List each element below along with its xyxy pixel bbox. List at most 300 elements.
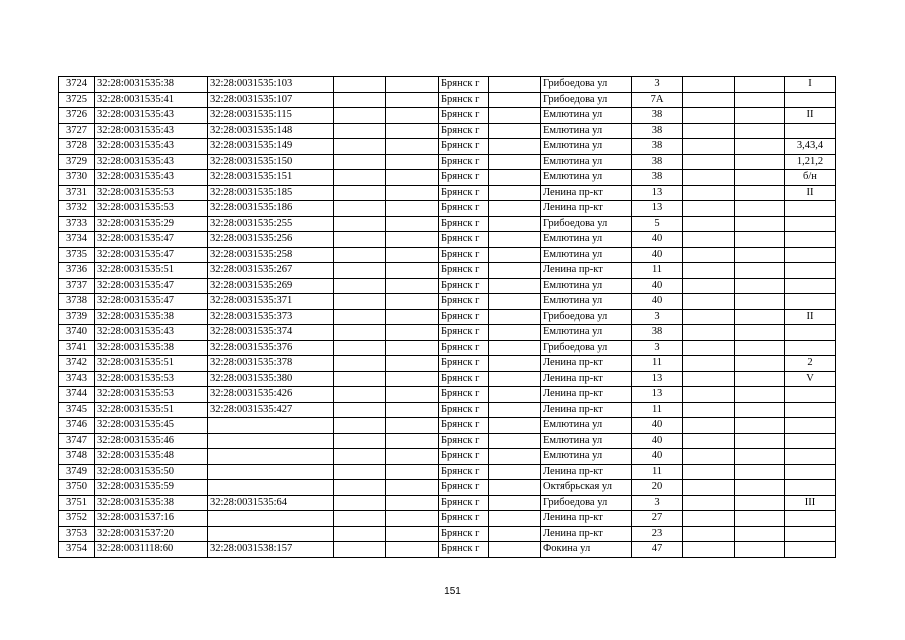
cell-house-number: 7А	[632, 92, 683, 108]
table-row	[59, 278, 836, 294]
cell-empty-col-10	[683, 92, 735, 108]
cell-city: Брянск г	[439, 526, 489, 542]
cell-empty-col-4	[334, 263, 386, 279]
cell-empty-col-7	[489, 418, 541, 434]
cell-premises-number	[785, 542, 836, 558]
cell-empty-col-7	[489, 185, 541, 201]
cell-city: Брянск г	[439, 92, 489, 108]
cell-city: Брянск г	[439, 123, 489, 139]
cell-cadastral-number-object: 32:28:0031535:376	[208, 340, 334, 356]
cell-cadastral-number-object	[208, 511, 334, 527]
cell-street: Ленина пр-кт	[541, 185, 632, 201]
cell-row-number: 3729	[59, 154, 95, 170]
cell-cadastral-number-land: 32:28:0031535:51	[95, 356, 208, 372]
cell-street: Грибоедова ул	[541, 216, 632, 232]
cell-cadastral-number-object: 32:28:0031535:186	[208, 201, 334, 217]
cell-house-number: 13	[632, 185, 683, 201]
cell-empty-col-7	[489, 216, 541, 232]
table-row	[59, 263, 836, 279]
cell-premises-number	[785, 464, 836, 480]
cell-empty-col-7	[489, 170, 541, 186]
cell-empty-col-5	[386, 542, 439, 558]
cell-premises-number: II	[785, 309, 836, 325]
cell-empty-col-4	[334, 185, 386, 201]
cell-cadastral-number-land: 32:28:0031535:47	[95, 247, 208, 263]
table-row	[59, 480, 836, 496]
cell-street: Емлютина ул	[541, 278, 632, 294]
cell-row-number: 3734	[59, 232, 95, 248]
cell-empty-col-7	[489, 263, 541, 279]
cell-street: Емлютина ул	[541, 232, 632, 248]
cell-street: Емлютина ул	[541, 154, 632, 170]
cell-street: Ленина пр-кт	[541, 387, 632, 403]
cell-cadastral-number-land: 32:28:0031535:45	[95, 418, 208, 434]
cell-empty-col-5	[386, 92, 439, 108]
cell-row-number: 3748	[59, 449, 95, 465]
cell-premises-number	[785, 325, 836, 341]
cell-empty-col-11	[735, 216, 785, 232]
cell-cadastral-number-object: 32:28:0031535:374	[208, 325, 334, 341]
cell-empty-col-4	[334, 170, 386, 186]
cell-cadastral-number-object: 32:28:0031538:157	[208, 542, 334, 558]
cell-street: Грибоедова ул	[541, 92, 632, 108]
cell-empty-col-10	[683, 294, 735, 310]
cell-empty-col-11	[735, 247, 785, 263]
cell-cadastral-number-land: 32:28:0031535:43	[95, 123, 208, 139]
cell-empty-col-4	[334, 464, 386, 480]
cell-empty-col-10	[683, 309, 735, 325]
cell-house-number: 11	[632, 464, 683, 480]
cell-empty-col-5	[386, 402, 439, 418]
cell-empty-col-7	[489, 309, 541, 325]
cell-empty-col-10	[683, 139, 735, 155]
cell-empty-col-7	[489, 123, 541, 139]
cell-house-number: 23	[632, 526, 683, 542]
cell-city: Брянск г	[439, 201, 489, 217]
cell-empty-col-7	[489, 247, 541, 263]
cell-premises-number	[785, 340, 836, 356]
cell-empty-col-7	[489, 371, 541, 387]
cell-street: Ленина пр-кт	[541, 402, 632, 418]
cell-cadastral-number-object: 32:28:0031535:64	[208, 495, 334, 511]
cell-empty-col-11	[735, 77, 785, 93]
cell-cadastral-number-object: 32:28:0031535:258	[208, 247, 334, 263]
table-row	[59, 154, 836, 170]
cell-city: Брянск г	[439, 371, 489, 387]
cell-premises-number	[785, 216, 836, 232]
table-row	[59, 170, 836, 186]
cell-house-number: 5	[632, 216, 683, 232]
cell-empty-col-7	[489, 433, 541, 449]
cell-cadastral-number-object: 32:28:0031535:151	[208, 170, 334, 186]
cell-cadastral-number-land: 32:28:0031535:29	[95, 216, 208, 232]
cell-empty-col-11	[735, 387, 785, 403]
cell-street: Грибоедова ул	[541, 495, 632, 511]
cell-cadastral-number-object: 32:28:0031535:185	[208, 185, 334, 201]
cell-empty-col-4	[334, 278, 386, 294]
cell-empty-col-5	[386, 309, 439, 325]
cell-house-number: 11	[632, 263, 683, 279]
cell-row-number: 3744	[59, 387, 95, 403]
cell-row-number: 3750	[59, 480, 95, 496]
cell-empty-col-7	[489, 480, 541, 496]
cell-empty-col-4	[334, 123, 386, 139]
table-row	[59, 325, 836, 341]
table-row	[59, 232, 836, 248]
cell-empty-col-5	[386, 170, 439, 186]
cell-empty-col-7	[489, 387, 541, 403]
cell-city: Брянск г	[439, 108, 489, 124]
cell-row-number: 3727	[59, 123, 95, 139]
cell-empty-col-4	[334, 480, 386, 496]
cell-row-number: 3728	[59, 139, 95, 155]
cell-empty-col-7	[489, 511, 541, 527]
cell-cadastral-number-object: 32:28:0031535:150	[208, 154, 334, 170]
cell-empty-col-11	[735, 170, 785, 186]
cell-empty-col-10	[683, 185, 735, 201]
cell-street: Емлютина ул	[541, 294, 632, 310]
cell-premises-number	[785, 526, 836, 542]
cell-row-number: 3737	[59, 278, 95, 294]
cell-empty-col-5	[386, 294, 439, 310]
cell-premises-number	[785, 278, 836, 294]
cell-city: Брянск г	[439, 542, 489, 558]
cell-empty-col-5	[386, 387, 439, 403]
table-row	[59, 247, 836, 263]
cell-row-number: 3726	[59, 108, 95, 124]
cell-premises-number: б/н	[785, 170, 836, 186]
cell-house-number: 38	[632, 139, 683, 155]
cell-empty-col-7	[489, 340, 541, 356]
cell-city: Брянск г	[439, 418, 489, 434]
cell-row-number: 3749	[59, 464, 95, 480]
cell-city: Брянск г	[439, 309, 489, 325]
cell-empty-col-7	[489, 495, 541, 511]
cell-premises-number: 1,21,2	[785, 154, 836, 170]
cell-empty-col-10	[683, 325, 735, 341]
cell-empty-col-10	[683, 170, 735, 186]
cell-row-number: 3742	[59, 356, 95, 372]
cell-city: Брянск г	[439, 511, 489, 527]
cell-cadastral-number-object: 32:28:0031535:426	[208, 387, 334, 403]
cell-empty-col-11	[735, 480, 785, 496]
cell-empty-col-4	[334, 108, 386, 124]
cell-street: Емлютина ул	[541, 139, 632, 155]
registry-table	[58, 76, 836, 558]
cell-premises-number	[785, 480, 836, 496]
cell-cadastral-number-object: 32:28:0031535:149	[208, 139, 334, 155]
cell-empty-col-11	[735, 201, 785, 217]
cell-cadastral-number-land: 32:28:0031535:46	[95, 433, 208, 449]
page-number: 151	[444, 586, 461, 597]
cell-city: Брянск г	[439, 77, 489, 93]
cell-premises-number	[785, 511, 836, 527]
cell-house-number: 3	[632, 309, 683, 325]
cell-premises-number: II	[785, 185, 836, 201]
cell-empty-col-10	[683, 495, 735, 511]
cell-empty-col-5	[386, 449, 439, 465]
cell-cadastral-number-object: 32:28:0031535:103	[208, 77, 334, 93]
cell-street: Емлютина ул	[541, 418, 632, 434]
cell-house-number: 38	[632, 154, 683, 170]
cell-empty-col-4	[334, 139, 386, 155]
cell-cadastral-number-object	[208, 526, 334, 542]
cell-street: Емлютина ул	[541, 247, 632, 263]
cell-empty-col-5	[386, 433, 439, 449]
cell-cadastral-number-object: 32:28:0031535:256	[208, 232, 334, 248]
cell-cadastral-number-object: 32:28:0031535:115	[208, 108, 334, 124]
cell-premises-number: I	[785, 77, 836, 93]
cell-street: Ленина пр-кт	[541, 371, 632, 387]
cell-row-number: 3754	[59, 542, 95, 558]
cell-street: Грибоедова ул	[541, 309, 632, 325]
cell-premises-number	[785, 247, 836, 263]
cell-empty-col-10	[683, 371, 735, 387]
cell-house-number: 38	[632, 325, 683, 341]
table-row	[59, 92, 836, 108]
cell-empty-col-10	[683, 216, 735, 232]
cell-empty-col-10	[683, 340, 735, 356]
cell-street: Ленина пр-кт	[541, 201, 632, 217]
cell-empty-col-5	[386, 325, 439, 341]
cell-empty-col-4	[334, 449, 386, 465]
cell-empty-col-5	[386, 526, 439, 542]
cell-cadastral-number-object: 32:28:0031535:267	[208, 263, 334, 279]
cell-premises-number	[785, 418, 836, 434]
cell-row-number: 3746	[59, 418, 95, 434]
cell-street: Емлютина ул	[541, 325, 632, 341]
cell-premises-number: 2	[785, 356, 836, 372]
cell-empty-col-11	[735, 402, 785, 418]
cell-premises-number: 3,43,4	[785, 139, 836, 155]
cell-empty-col-10	[683, 154, 735, 170]
cell-street: Октябрьская ул	[541, 480, 632, 496]
cell-cadastral-number-land: 32:28:0031535:51	[95, 402, 208, 418]
cell-empty-col-10	[683, 201, 735, 217]
cell-city: Брянск г	[439, 495, 489, 511]
cell-cadastral-number-land: 32:28:0031535:38	[95, 77, 208, 93]
cell-empty-col-7	[489, 232, 541, 248]
cell-empty-col-11	[735, 449, 785, 465]
cell-empty-col-4	[334, 356, 386, 372]
table-row	[59, 387, 836, 403]
table-row	[59, 464, 836, 480]
cell-empty-col-4	[334, 418, 386, 434]
cell-cadastral-number-object: 32:28:0031535:371	[208, 294, 334, 310]
cell-street: Емлютина ул	[541, 433, 632, 449]
cell-cadastral-number-land: 32:28:0031537:16	[95, 511, 208, 527]
cell-house-number: 11	[632, 356, 683, 372]
cell-empty-col-5	[386, 480, 439, 496]
cell-city: Брянск г	[439, 263, 489, 279]
table-row	[59, 77, 836, 93]
cell-empty-col-11	[735, 418, 785, 434]
table-row	[59, 542, 836, 558]
cell-empty-col-11	[735, 356, 785, 372]
cell-empty-col-5	[386, 139, 439, 155]
cell-city: Брянск г	[439, 247, 489, 263]
cell-premises-number	[785, 449, 836, 465]
cell-cadastral-number-object	[208, 418, 334, 434]
cell-empty-col-4	[334, 511, 386, 527]
cell-house-number: 47	[632, 542, 683, 558]
table-row	[59, 433, 836, 449]
cell-premises-number	[785, 433, 836, 449]
cell-cadastral-number-land: 32:28:0031535:53	[95, 201, 208, 217]
cell-empty-col-11	[735, 263, 785, 279]
cell-empty-col-4	[334, 247, 386, 263]
table-row	[59, 526, 836, 542]
cell-empty-col-10	[683, 542, 735, 558]
cell-city: Брянск г	[439, 278, 489, 294]
cell-cadastral-number-land: 32:28:0031535:43	[95, 108, 208, 124]
cell-cadastral-number-land: 32:28:0031535:53	[95, 185, 208, 201]
cell-empty-col-5	[386, 123, 439, 139]
cell-city: Брянск г	[439, 170, 489, 186]
cell-cadastral-number-land: 32:28:0031535:47	[95, 294, 208, 310]
cell-row-number: 3739	[59, 309, 95, 325]
cell-city: Брянск г	[439, 480, 489, 496]
cell-empty-col-11	[735, 139, 785, 155]
cell-cadastral-number-object: 32:28:0031535:148	[208, 123, 334, 139]
cell-empty-col-4	[334, 433, 386, 449]
cell-city: Брянск г	[439, 154, 489, 170]
cell-empty-col-5	[386, 495, 439, 511]
cell-empty-col-7	[489, 294, 541, 310]
cell-empty-col-4	[334, 77, 386, 93]
table-row	[59, 216, 836, 232]
cell-empty-col-10	[683, 232, 735, 248]
cell-cadastral-number-land: 32:28:0031535:53	[95, 371, 208, 387]
cell-cadastral-number-land: 32:28:0031537:20	[95, 526, 208, 542]
cell-premises-number	[785, 201, 836, 217]
cell-house-number: 3	[632, 340, 683, 356]
cell-empty-col-10	[683, 526, 735, 542]
cell-row-number: 3736	[59, 263, 95, 279]
cell-row-number: 3735	[59, 247, 95, 263]
cell-cadastral-number-object	[208, 433, 334, 449]
cell-empty-col-5	[386, 263, 439, 279]
cell-empty-col-11	[735, 526, 785, 542]
cell-premises-number	[785, 263, 836, 279]
cell-empty-col-4	[334, 526, 386, 542]
cell-house-number: 3	[632, 77, 683, 93]
cell-empty-col-11	[735, 278, 785, 294]
cell-empty-col-11	[735, 325, 785, 341]
cell-street: Ленина пр-кт	[541, 526, 632, 542]
cell-empty-col-7	[489, 139, 541, 155]
cell-empty-col-7	[489, 278, 541, 294]
cell-house-number: 40	[632, 294, 683, 310]
cell-empty-col-5	[386, 232, 439, 248]
cell-city: Брянск г	[439, 216, 489, 232]
table-row	[59, 495, 836, 511]
cell-house-number: 40	[632, 433, 683, 449]
cell-city: Брянск г	[439, 232, 489, 248]
cell-city: Брянск г	[439, 464, 489, 480]
cell-cadastral-number-land: 32:28:0031535:43	[95, 139, 208, 155]
cell-empty-col-7	[489, 154, 541, 170]
cell-house-number: 11	[632, 402, 683, 418]
cell-empty-col-7	[489, 449, 541, 465]
cell-street: Грибоедова ул	[541, 340, 632, 356]
cell-empty-col-5	[386, 108, 439, 124]
cell-row-number: 3724	[59, 77, 95, 93]
cell-empty-col-7	[489, 526, 541, 542]
cell-empty-col-10	[683, 123, 735, 139]
table-row	[59, 294, 836, 310]
cell-row-number: 3725	[59, 92, 95, 108]
cell-empty-col-5	[386, 511, 439, 527]
cell-empty-col-10	[683, 402, 735, 418]
cell-street: Ленина пр-кт	[541, 356, 632, 372]
cell-empty-col-5	[386, 247, 439, 263]
cell-house-number: 40	[632, 278, 683, 294]
cell-empty-col-11	[735, 495, 785, 511]
cell-premises-number	[785, 402, 836, 418]
cell-city: Брянск г	[439, 356, 489, 372]
cell-empty-col-5	[386, 278, 439, 294]
table-row	[59, 185, 836, 201]
cell-empty-col-10	[683, 387, 735, 403]
table-row	[59, 123, 836, 139]
table-body	[59, 77, 836, 558]
table-row	[59, 449, 836, 465]
cell-empty-col-4	[334, 371, 386, 387]
cell-empty-col-10	[683, 433, 735, 449]
cell-empty-col-11	[735, 185, 785, 201]
cell-empty-col-5	[386, 77, 439, 93]
cell-empty-col-7	[489, 77, 541, 93]
cell-house-number: 38	[632, 170, 683, 186]
cell-row-number: 3751	[59, 495, 95, 511]
cell-cadastral-number-land: 32:28:0031535:59	[95, 480, 208, 496]
cell-city: Брянск г	[439, 387, 489, 403]
cell-row-number: 3738	[59, 294, 95, 310]
cell-empty-col-4	[334, 309, 386, 325]
table-row	[59, 371, 836, 387]
cell-premises-number: III	[785, 495, 836, 511]
cell-house-number: 40	[632, 247, 683, 263]
cell-empty-col-10	[683, 77, 735, 93]
cell-row-number: 3741	[59, 340, 95, 356]
cell-street: Фокина ул	[541, 542, 632, 558]
cell-cadastral-number-land: 32:28:0031535:47	[95, 278, 208, 294]
cell-empty-col-11	[735, 294, 785, 310]
cell-empty-col-11	[735, 123, 785, 139]
cell-empty-col-10	[683, 480, 735, 496]
cell-street: Емлютина ул	[541, 170, 632, 186]
cell-house-number: 40	[632, 232, 683, 248]
cell-empty-col-4	[334, 340, 386, 356]
cell-empty-col-10	[683, 418, 735, 434]
cell-city: Брянск г	[439, 402, 489, 418]
cell-empty-col-4	[334, 325, 386, 341]
cell-empty-col-4	[334, 542, 386, 558]
table-row	[59, 418, 836, 434]
cell-street: Ленина пр-кт	[541, 263, 632, 279]
cell-empty-col-10	[683, 263, 735, 279]
cell-empty-col-4	[334, 201, 386, 217]
cell-cadastral-number-object: 32:28:0031535:107	[208, 92, 334, 108]
cell-empty-col-7	[489, 201, 541, 217]
cell-empty-col-10	[683, 449, 735, 465]
cell-empty-col-4	[334, 92, 386, 108]
cell-cadastral-number-object: 32:28:0031535:255	[208, 216, 334, 232]
cell-cadastral-number-land: 32:28:0031535:53	[95, 387, 208, 403]
cell-house-number: 13	[632, 201, 683, 217]
cell-empty-col-5	[386, 185, 439, 201]
